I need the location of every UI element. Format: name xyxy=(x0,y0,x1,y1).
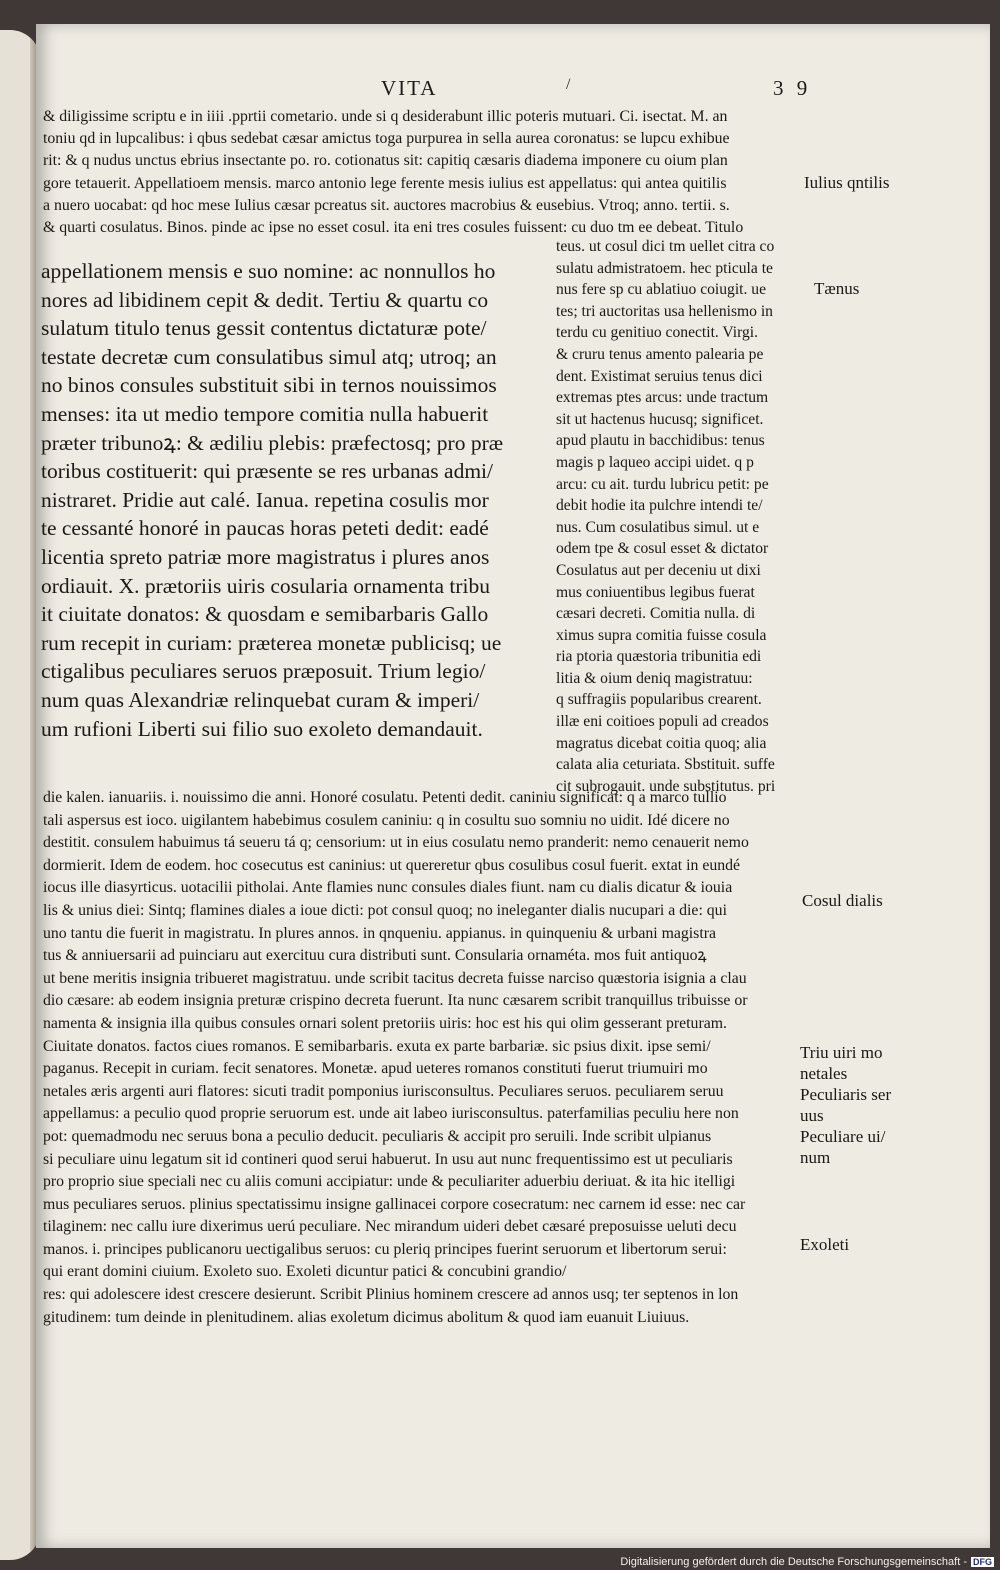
text-line: dormierit. Idem de eodem. hoc cosecutus est caninius: ut quereretur qbus cosulibus cosul fuerit. extat in eundé xyxy=(43,856,741,874)
text-line: nus fere sp cu ablatiuo coiugit. ue xyxy=(556,281,767,299)
text-line: & quarti cosulatus. Binos. pinde ac ipse no esset cosul. ita eni tres cosules fuissent: cu duo tm ee debeat. Titulo xyxy=(43,219,744,237)
text-line: præter tribunoꝝ: & ædiliu plebis: præfectosq; pro præ xyxy=(41,430,504,455)
text-line: Ciuitate donatos. factos ciues romanos. E semibarbaris. exuta ex parte barbariæ. sic psius dixit. ipse semi/ xyxy=(43,1037,711,1055)
text-line: Cosulatus aut per deceniu ut dixi xyxy=(556,561,761,579)
text-line: menses: ita ut medio tempore comitia nulla habuerit xyxy=(41,401,489,426)
text-line: appellationem mensis e suo nomine: ac nonnullos ho xyxy=(41,259,496,283)
bottom-commentary-block xyxy=(43,787,808,1329)
text-line: mus coniuentibus legibus fuerat xyxy=(556,583,755,601)
text-line: toniu qd in lupcalibus: i qbus sedebat cæsar amictus toga purpurea in sella aurea coronatus: se lupcu exhibue xyxy=(43,130,730,148)
marginal-note-peculiaris-cont: uus xyxy=(800,1106,824,1125)
text-line: ordiauit. X. prætoriis uiris cosularia ornamenta tribu xyxy=(41,573,491,598)
text-line: tes; tri auctoritas usa hellenismo in xyxy=(556,302,773,320)
text-line: ut bene meritis insignia tribueret magistratuu. unde scribit tacitus decreta fuisse narciso quæstoria isignia a clau xyxy=(43,969,747,987)
text-line: terdu cu genitiuo conectit. Virgi. xyxy=(556,324,759,342)
text-line: magis p laqueo accipi uidet. q p xyxy=(556,453,754,471)
text-line: num quas Alexandriæ relinquebat curam & imperi/ xyxy=(41,687,480,712)
marginal-note-peculiare-uinum-cont: num xyxy=(800,1148,831,1167)
text-line: pro proprio siue speciali nec cu aliis comuni accipiatur: unde & peculiariter aduerbiu deriuat. & ita hic itelligi xyxy=(43,1173,736,1191)
text-line: tilaginem: nec callu iure dixerimus uerú peculiare. Nec mirandum uideri debet cæsaré preposuisse ueluti decu xyxy=(43,1218,737,1236)
text-line: die kalen. ianuariis. i. nouissimo die anni. Honoré cosulatu. Petenti dedit. caniniu significat: q a marco tullio xyxy=(43,789,727,806)
text-line: testate decretæ cum consulatibus simul atq; utroq; an xyxy=(41,344,497,369)
marginal-note-peculiare-uinum: Peculiare ui/ xyxy=(800,1127,886,1146)
text-line: destitit. consulem habuimus tá seueru tá q; censorium: ut in eius cosulatu nemo pranderit: nemo cenauerit nemo xyxy=(43,834,749,852)
text-line: um rufioni Liberti sui filio suo exoleto demandauit. xyxy=(41,716,483,741)
text-line: teus. ut cosul dici tm uellet citra co xyxy=(556,238,775,255)
text-line: dio cæsare: ab eodem insignia preturæ crispino decreta fuerunt. Ita nunc cæsarem scribit tranquillus tribuisse or xyxy=(43,992,748,1010)
folio-number: 3 9 xyxy=(773,76,808,100)
text-line: appellamus: a peculio quod proprie seruorum est. unde ait labeo iurisconsultus. paterfamilias peculiu here non xyxy=(43,1105,739,1123)
marginal-note-iulius: Iulius qntilis xyxy=(804,173,890,192)
text-line: te cessanté honoré in paucas horas peteti dedit: eadé xyxy=(41,516,489,541)
text-line: res: qui adolescere idest crescere desierunt. Scribit Plinius hominem crescere ad annos usq; ter septenos in lon xyxy=(43,1286,739,1304)
text-line: sit ut hactenus hucusq; significet. xyxy=(556,410,764,428)
text-line: apud plautu in bacchidibus: tenus xyxy=(556,432,765,450)
marginal-note-cosul-dialis: Cosul dialis xyxy=(802,891,883,910)
text-line: nistraret. Pridie aut calé. Ianua. repetina cosulis mor xyxy=(41,487,489,512)
text-line: q suffragiis popularibus crearent. xyxy=(556,691,762,709)
text-line: ctigalibus peculiares seruos præposuit. Trium legio/ xyxy=(41,659,486,684)
text-line: & cruru tenus amento palearia pe xyxy=(556,345,764,363)
text-line: & diligissime scriptu e in iiii .pprtii cometario. unde si q desiderabunt illic poteris mutuari. Ci. isectat. M. an xyxy=(43,108,728,125)
text-line: cit subrogauit. unde substitutus. pri xyxy=(556,777,776,795)
main-text-block xyxy=(41,257,546,743)
dfg-logo: DFG xyxy=(973,1557,992,1567)
text-line: sulatum titulo tenus gessit contentus dictaturæ pote/ xyxy=(41,316,487,341)
text-line: iocus ille diasyrticus. uotacilii pitholai. Ante flamies nunc consules diales fiunt. nam cu dialis dicatur & iouia xyxy=(43,879,733,897)
text-line: netales æris argenti auri flatores: sicuti tradit pomponius iurisconsultus. Peculiares seruos. peculiarem seruu xyxy=(43,1082,724,1100)
top-commentary-block xyxy=(43,106,808,239)
text-line: qui erant domini ciuium. Exoleto suo. Exoleti dicuntur patici & concubini grandio/ xyxy=(43,1263,567,1281)
credit-text: Digitalisierung gefördert durch die Deutsche Forschungsgemeinschaft - xyxy=(620,1556,967,1568)
text-line: gitudinem: tum deinde in plenitudinem. alias exoletum dicimus abolitum & quod iam euanuit Liuiuus. xyxy=(43,1308,690,1326)
text-line: paganus. Recepit in curiam. fecit senatores. Monetæ. apud ueteres romanos constituti fuerut triumuiri mo xyxy=(43,1060,708,1078)
text-line: magratus dicebat coitia quoq; alia xyxy=(556,734,767,752)
text-line: si peculiare uinu legatum sit id contineri quod serui habuerut. In usu aut nunc frequentissimo est ut peculiaris xyxy=(43,1150,733,1168)
text-line: ria ptoria quæstoria tribunitia edi xyxy=(556,648,762,666)
text-line: gore tetauerit. Appellatioem mensis. marco antonio lege ferente mesis iulius est appellatus: qui antea quitilis xyxy=(43,174,727,192)
text-line: dent. Existimat seruius tenus dici xyxy=(556,367,763,385)
facing-page-edge xyxy=(0,30,40,1560)
text-line: tus & anniuersarii ad puinciaru aut exercituu cura distributi sunt. Consularia ornaméta. mos fuit antiquoꝝ xyxy=(43,947,707,965)
text-line: rum recepit in curiam: præterea monetæ publicisq; ue xyxy=(41,630,502,655)
text-line: debit hodie ita pulchre intendi te/ xyxy=(556,497,763,515)
side-commentary-block xyxy=(556,236,816,797)
ink-stroke: / xyxy=(566,76,571,93)
text-line: ximus supra comitia fuisse cosula xyxy=(556,626,767,644)
text-line: litia & oium deniq magistratuu: xyxy=(556,669,753,687)
text-line: tali aspersus est ioco. uigilantem habebimus cosulem caniniu: q in cosultu suo somniu no uidit. Idé dicere no xyxy=(43,811,730,829)
text-line: arcu: cu ait. turdu lubricu petit: pe xyxy=(556,475,769,493)
text-line: illæ eni coitioes populi ad creados xyxy=(556,713,769,731)
marginal-note-triumuiri-cont: netales xyxy=(800,1064,848,1083)
digitization-credit xyxy=(620,1556,994,1568)
text-line: nores ad libidinem cepit & dedit. Tertiu & quartu co xyxy=(41,287,489,312)
marginal-note-taenus: Tænus xyxy=(814,279,860,298)
text-line: pot: quemadmodu nec seruus bona a peculio deducit. peculiaris & accipit pro seruili. Inde scribit ulpianus xyxy=(43,1127,712,1145)
marginal-note-peculiaris: Peculiaris ser xyxy=(800,1085,892,1104)
text-line: calata alia ceturiata. Sbstituit. suffe xyxy=(556,756,775,774)
page-header xyxy=(36,76,990,106)
text-line: mus peculiares seruos. plinius spectatissimu insigne gallinacei corpore cosecratum: nec carnem id esse: nec car xyxy=(43,1195,746,1213)
text-line: extremas ptes arcus: unde tractum xyxy=(556,389,769,407)
marginal-note-triumuiri: Triu uiri mo xyxy=(800,1043,883,1062)
text-line: uno tantu die fuerit in magistratu. In plures annos. in qnqueniu. appianus. in quinqueniu & urbani magistra xyxy=(43,924,716,942)
text-line: no binos consules substituit sibi in ternos nouissimos xyxy=(41,373,497,398)
running-head: VITA xyxy=(381,76,438,100)
text-line: a nuero uocabat: qd hoc mese Iulius cæsar pcreatus sit. auctores macrobius & eusebius. Vtroq; anno. tertii. s. xyxy=(43,196,730,214)
text-line: nus. Cum cosulatibus simul. ut e xyxy=(556,518,760,536)
text-line: sulatu admistratoem. hec pticula te xyxy=(556,259,773,277)
text-line: cæsari decreti. Comitia nulla. di xyxy=(556,605,756,623)
text-line: odem tpe & cosul esset & dictator xyxy=(556,540,769,558)
text-line: it ciuitate donatos: & quosdam e semibarbaris Gallo xyxy=(41,602,489,627)
text-line: namenta & insignia illa quibus consules ornari solent pretoriis uiris: hoc est his qui olim gesserant preturam. xyxy=(43,1014,727,1032)
text-line: manos. i. principes publicanoru uectigalibus seruos: cu pleriq principes fuerint seruorum et libertorum serui: xyxy=(43,1240,727,1258)
text-line: licentia spreto patriæ more magistratus i plures anos xyxy=(41,544,490,569)
marginal-note-exoleti: Exoleti xyxy=(800,1235,850,1254)
text-line: toribus costituerit: qui præsente se res urbanas admi/ xyxy=(41,459,494,484)
book-page xyxy=(36,24,990,1548)
text-line: lis & unius diei: Sintq; flamines diales a ioue dicti: pot consul quoq; no ineleganter dialis nucupari a die: qui xyxy=(43,901,727,919)
text-line: rit: & q nudus unctus ebrius insectante po. ro. cotionatus sit: capitiq cæsaris diadema imponere cu oium plan xyxy=(43,152,728,170)
